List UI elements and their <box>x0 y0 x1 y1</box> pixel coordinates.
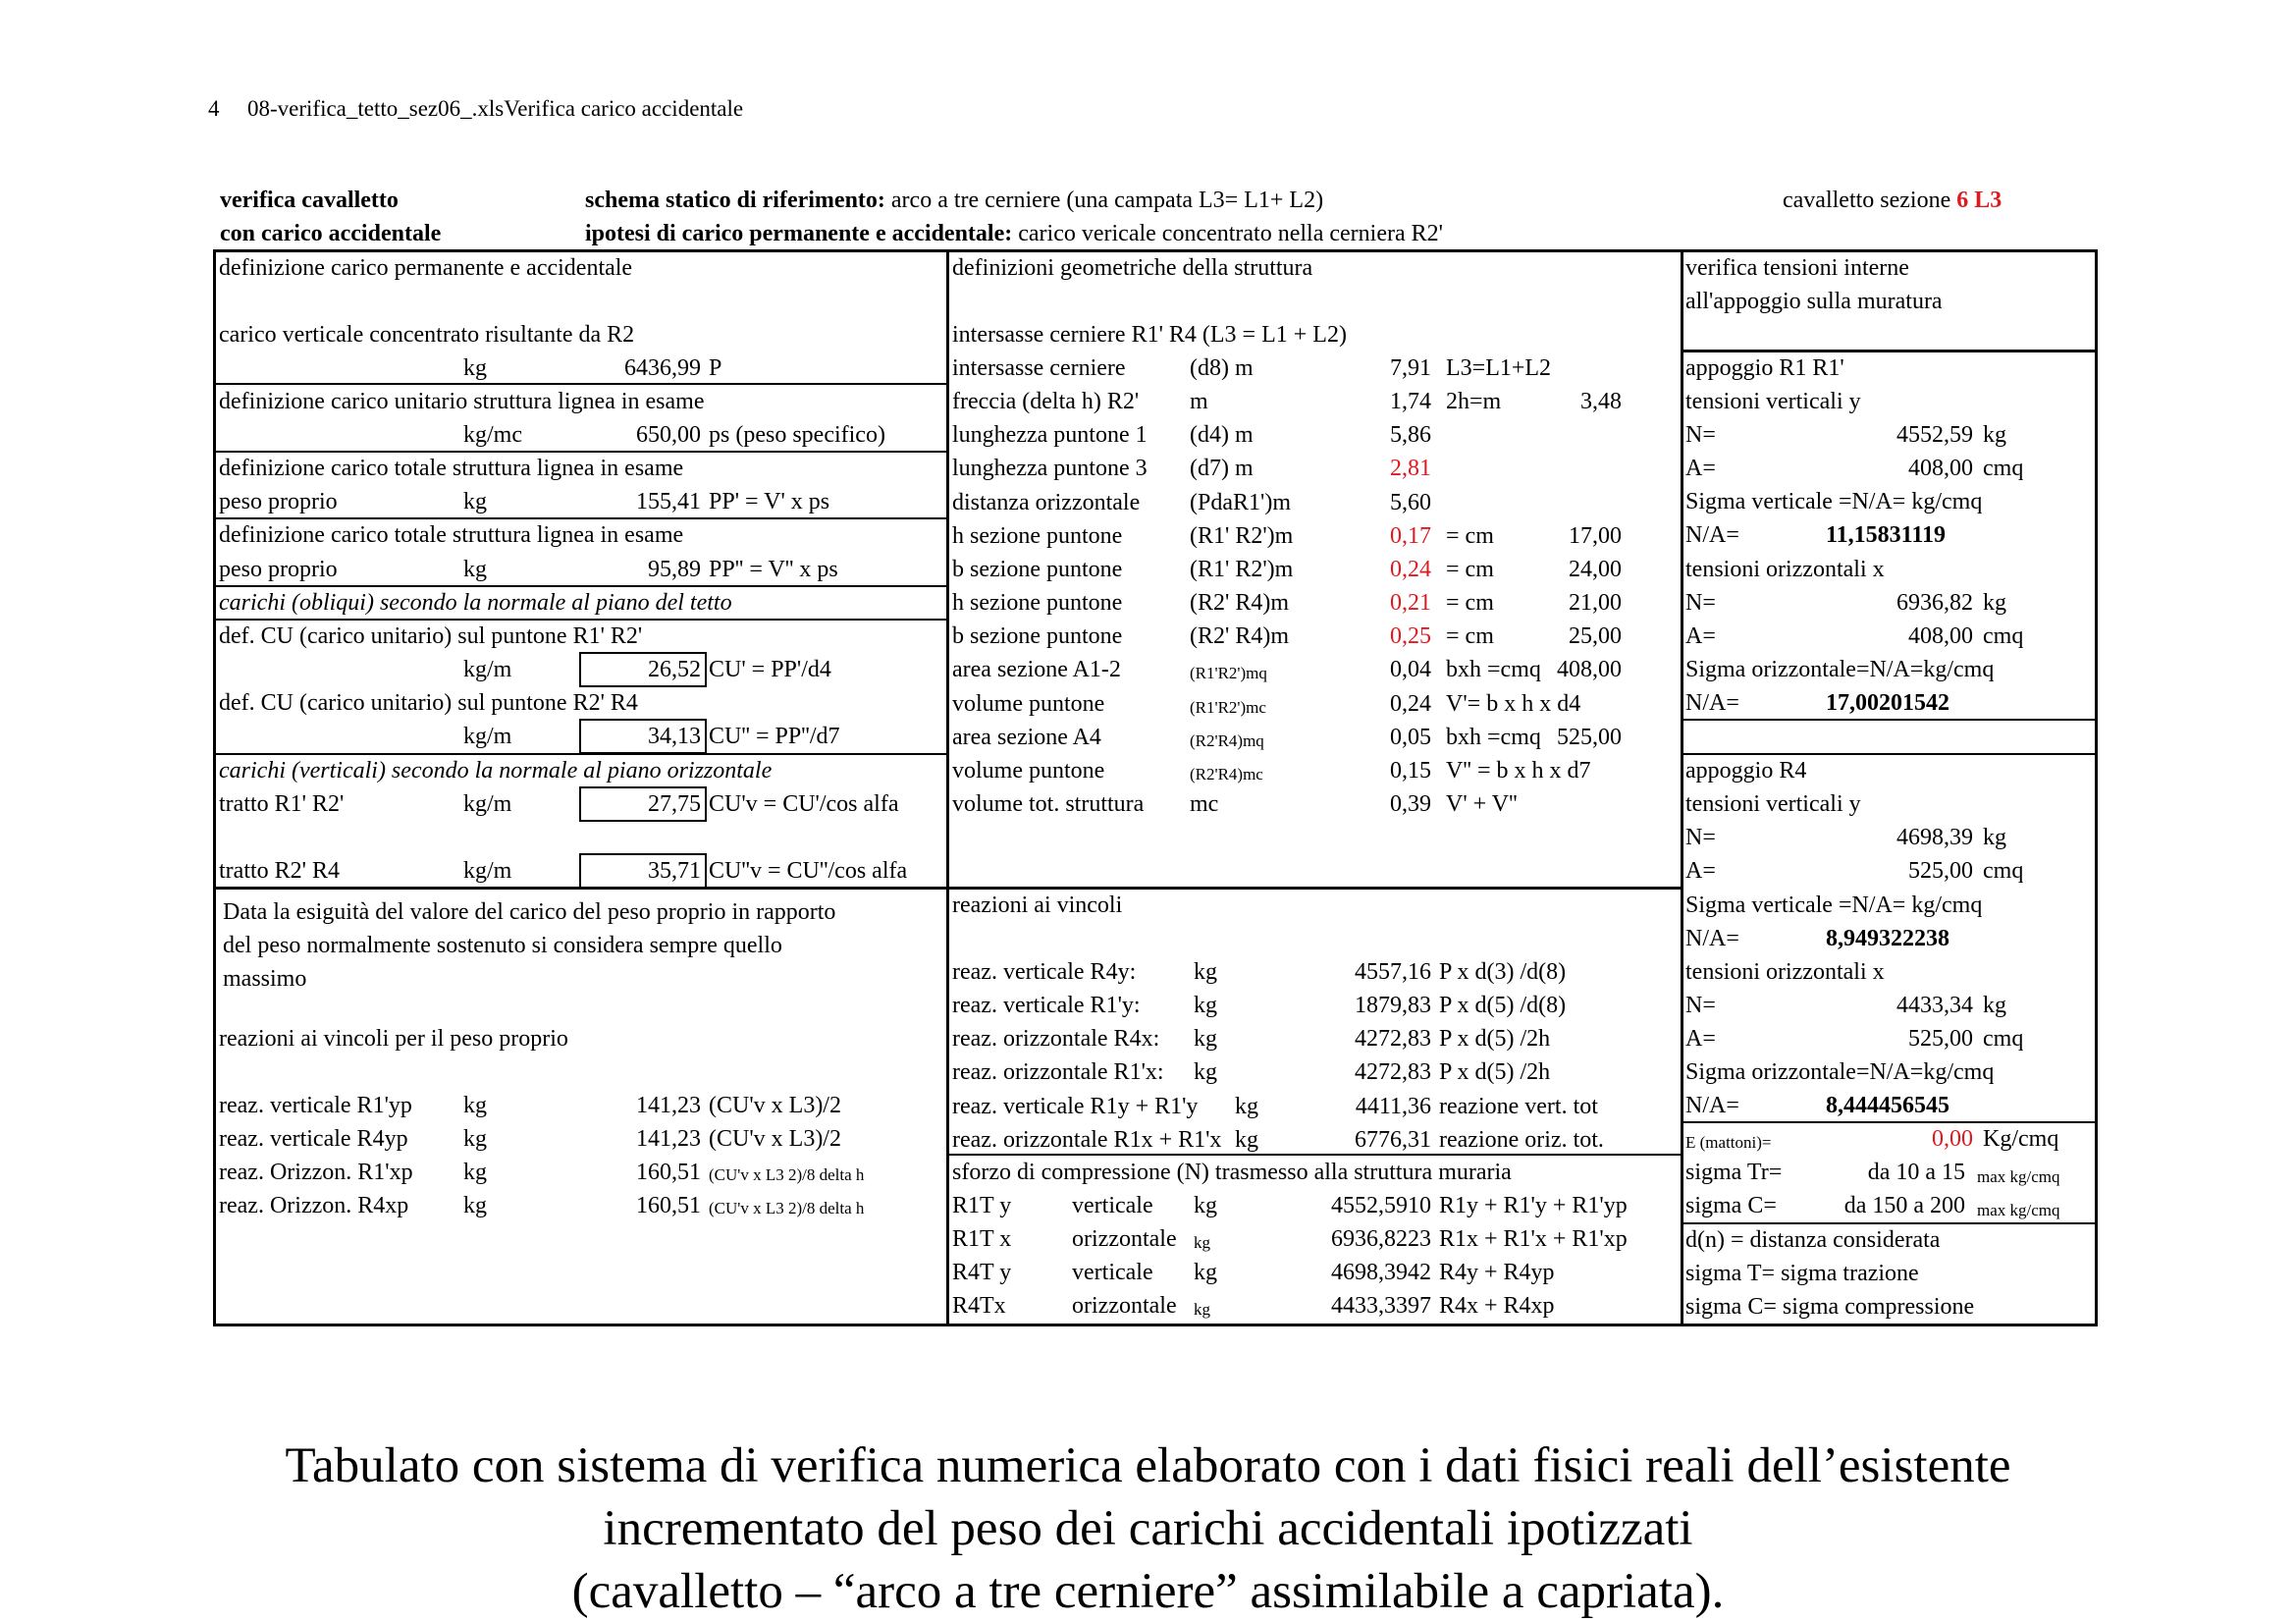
c3-a1-N2-v: 6936,82 <box>1896 590 1973 616</box>
geom-note: bxh =cmq <box>1446 724 1541 750</box>
geom-label: b sezione puntone <box>952 623 1123 650</box>
geom-extra: 21,00 <box>1569 590 1622 617</box>
geom-note: V' + V'' <box>1446 790 1518 817</box>
reaz-unit: kg <box>1235 1126 1258 1153</box>
geom-unit: mc <box>1190 790 1219 817</box>
geom-label: volume tot. struttura <box>952 790 1145 817</box>
c3-h2: all'appoggio sulla muratura <box>1685 289 1943 314</box>
c3-a1-N-u: kg <box>1983 422 2006 448</box>
section-label <box>1783 185 2002 216</box>
geom-note: = cm <box>1446 623 1494 650</box>
c3-a1-A-v: 408,00 <box>1908 456 1973 481</box>
reaz-value: 4272,83 <box>1355 1026 1431 1053</box>
c1-r11: carichi (obliqui) secondo la normale al piano del tetto <box>219 590 732 616</box>
c1-r8-unit: kg <box>463 489 487 514</box>
page-number: 4 <box>208 96 220 121</box>
c3-a1-NA2-v: 17,00201542 <box>1826 690 1949 716</box>
c3-a4-NA2-v: 8,444456545 <box>1826 1093 1949 1118</box>
sforzo-unit: kg <box>1194 1260 1217 1286</box>
reaz-note: P x d(5) /d(8) <box>1439 993 1567 1019</box>
c3-E-u: Kg/cmq <box>1983 1126 2059 1152</box>
c3-a1-NA-l: N/A= <box>1685 522 1739 548</box>
section-label-text: cavalletto sezione <box>1783 188 1957 213</box>
c3-a4-N-l: N= <box>1685 825 1716 850</box>
c1-r19-lab: tratto R2' R4 <box>219 858 340 884</box>
c3-a1-N2-u: kg <box>1983 590 2006 616</box>
c1-r13-note: CU' = PP'/d4 <box>709 657 831 682</box>
geom-unit: (R2'R4)mc <box>1190 764 1263 784</box>
c3-C-u: max kg/cmq <box>1977 1201 2060 1219</box>
c1-r17-note: CU'v = CU'/cos alfa <box>709 791 899 817</box>
c1-r17-val: 27,75 <box>648 791 701 817</box>
geom-unit: (R1' R2')m <box>1190 522 1294 549</box>
geom-note: = cm <box>1446 522 1494 549</box>
reaz-note: reazione vert. tot <box>1439 1093 1598 1119</box>
c1-r8-lab: peso proprio <box>219 489 338 514</box>
geom-value: 0,24 <box>1390 556 1431 582</box>
c3-a1-N-v: 4552,59 <box>1896 422 1973 448</box>
geom-value: 5,60 <box>1390 489 1431 515</box>
geom-extra: 525,00 <box>1557 724 1622 750</box>
geom-value: 2,81 <box>1390 456 1431 482</box>
geom-unit: (d7) m <box>1190 456 1254 482</box>
geom-unit: (R2'R4)mq <box>1190 730 1264 750</box>
c1-r19-unit: kg/m <box>463 858 512 884</box>
geom-note: = cm <box>1446 590 1494 617</box>
c1-r8-val: 155,41 <box>636 489 701 514</box>
c1-r19-note: CU''v = CU''/cos alfa <box>709 858 908 884</box>
c3-C-l: sigma C= <box>1685 1193 1777 1218</box>
c3-h1: verifica tensioni interne <box>1685 255 1909 281</box>
c3-a1-tv: tensioni verticali y <box>1685 389 1861 414</box>
reaz-note: P x d(3) /d(8) <box>1439 959 1567 985</box>
c3-a1-A2-v: 408,00 <box>1908 623 1973 649</box>
caption-line-3: (cavalletto – “arco a tre cerniere” assimilabile a capriata). <box>571 1564 1725 1619</box>
sforzo-note: R1y + R1'y + R1'yp <box>1439 1193 1628 1218</box>
ipotesi-text: carico vericale concentrato nella cerniera R2' <box>1012 221 1443 246</box>
sforzo-note: R1x + R1'x + R1'xp <box>1439 1226 1628 1253</box>
c1-r10-val: 95,89 <box>648 557 701 582</box>
c2-head: definizioni geometriche della struttura <box>952 255 1313 281</box>
sforzo-unit: kg <box>1194 1193 1217 1218</box>
geom-unit: (R2' R4)m <box>1190 623 1289 650</box>
reaz-unit: kg <box>1194 993 1217 1019</box>
sforzo-note: R4y + R4yp <box>1439 1260 1555 1286</box>
reaz-value: 6776,31 <box>1355 1126 1431 1153</box>
reaz-label: reaz. verticale R4y: <box>952 959 1137 985</box>
sforzo-dir: orizzontale <box>1072 1293 1177 1320</box>
c3-n3: sigma C= sigma compressione <box>1685 1294 1975 1320</box>
sforzo-dir: verticale <box>1072 1260 1153 1286</box>
reaz-label: reaz. orizzontale R1'x: <box>952 1059 1164 1086</box>
c3-a1-NA2-l: N/A= <box>1685 690 1739 716</box>
c1-r6-note: ps (peso specifico) <box>709 422 885 448</box>
reaz-unit: kg <box>1194 1059 1217 1086</box>
c1-r10-unit: kg <box>463 557 487 582</box>
c1-rv1-val: 141,23 <box>636 1093 701 1118</box>
c3-a1-N2-l: N= <box>1685 590 1716 616</box>
top-left-2: con carico accidentale <box>220 221 442 246</box>
sforzo-note: R4x + R4xp <box>1439 1293 1555 1320</box>
c2-inter: intersasse cerniere R1' R4 (L3 = L1 + L2) <box>952 322 1347 348</box>
c3-a1-N-l: N= <box>1685 422 1716 448</box>
sforzo-label: R1T x <box>952 1226 1012 1253</box>
reaz-note: P x d(5) /2h <box>1439 1059 1551 1086</box>
geom-unit: (d4) m <box>1190 422 1254 449</box>
c2-reaz-head: reazioni ai vincoli <box>952 892 1123 918</box>
c3-Tr-l: sigma Tr= <box>1685 1160 1783 1185</box>
geom-label: distanza orizzontale <box>952 489 1141 515</box>
c3-n2: sigma T= sigma trazione <box>1685 1261 1919 1286</box>
geom-label: intersasse cerniere <box>952 355 1126 381</box>
geom-extra: 24,00 <box>1569 556 1622 582</box>
geom-value: 0,21 <box>1390 590 1431 617</box>
sforzo-value: 6936,8223 <box>1331 1226 1431 1253</box>
reaz-unit: kg <box>1235 1093 1258 1119</box>
geom-value: 0,04 <box>1390 657 1431 683</box>
c3-a4-A2-l: A= <box>1685 1026 1716 1052</box>
geom-value: 0,17 <box>1390 522 1431 549</box>
geom-note: bxh =cmq <box>1446 657 1541 683</box>
c3-a4-NA2-l: N/A= <box>1685 1093 1739 1118</box>
c3-a4-NA-l: N/A= <box>1685 926 1739 951</box>
c1-r19-val: 35,71 <box>648 858 701 884</box>
reaz-note: reazione oriz. tot. <box>1439 1126 1604 1153</box>
reaz-value: 4557,16 <box>1355 959 1431 985</box>
c1-r4-val: 6436,99 <box>624 355 701 381</box>
geom-note: 2h=m <box>1446 389 1502 415</box>
caption-line-1: Tabulato con sistema di verifica numerica elaborato con i dati fisici reali dell’esistente <box>285 1438 2011 1493</box>
c1-r13-val: 26,52 <box>648 657 701 682</box>
c1-r17-unit: kg/m <box>463 791 512 817</box>
c3-Tr-v: da 10 a 15 <box>1867 1160 1965 1185</box>
c3-a4-to: tensioni orizzontali x <box>1685 959 1885 985</box>
c3-a4-sv: Sigma verticale =N/A= kg/cmq <box>1685 892 1983 918</box>
c3-a1-so: Sigma orizzontale=N/A=kg/cmq <box>1685 657 1995 682</box>
reaz-unit: kg <box>1194 1026 1217 1053</box>
c1-rv2-val: 141,23 <box>636 1126 701 1152</box>
c1-rv3-unit: kg <box>463 1160 487 1185</box>
c3-a1-A2-l: A= <box>1685 623 1716 649</box>
sforzo-value: 4698,3942 <box>1331 1260 1431 1286</box>
c3-n1: d(n) = distanza considerata <box>1685 1227 1941 1253</box>
section-id: L3 <box>1974 188 2002 213</box>
geom-value: 7,91 <box>1390 355 1431 381</box>
c3-a4-N2-u: kg <box>1983 993 2006 1018</box>
c1-r4-note: P <box>709 355 722 381</box>
sforzo-label: R1T y <box>952 1193 1012 1218</box>
section-num: 6 <box>1956 188 1969 213</box>
geom-value: 1,74 <box>1390 389 1431 415</box>
geom-value: 5,86 <box>1390 422 1431 449</box>
geom-extra: 17,00 <box>1569 522 1622 549</box>
sforzo-label: R4Tx <box>952 1293 1006 1320</box>
c3-a4-N-u: kg <box>1983 825 2006 850</box>
c3-a4-so: Sigma orizzontale=N/A=kg/cmq <box>1685 1059 1995 1085</box>
ipotesi-line <box>585 218 1443 249</box>
geom-label: volume puntone <box>952 757 1105 784</box>
c1-r5: definizione carico unitario struttura lignea in esame <box>219 389 705 414</box>
c3-E-v: 0,00 <box>1932 1126 1973 1152</box>
c1-rv1-lab: reaz. verticale R1'yp <box>219 1093 412 1118</box>
c1-p1: Data la esiguità del valore del carico del peso proprio in rapporto <box>223 899 836 925</box>
c1-r13-unit: kg/m <box>463 657 512 682</box>
geom-extra: 25,00 <box>1569 623 1622 650</box>
c1-rv4-unit: kg <box>463 1193 487 1218</box>
c3-C-v: da 150 a 200 <box>1843 1193 1965 1218</box>
c1-rv3-note: (CU'v x L3 2)/8 delta h <box>709 1165 865 1184</box>
reaz-value: 4411,36 <box>1355 1093 1431 1119</box>
c3-a4-A-u: cmq <box>1983 858 2024 884</box>
geom-note: V'' = b x h x d7 <box>1446 757 1591 784</box>
c1-rv2-unit: kg <box>463 1126 487 1152</box>
geom-label: b sezione puntone <box>952 556 1123 582</box>
c3-a4-A-l: A= <box>1685 858 1716 884</box>
geom-value: 0,05 <box>1390 724 1431 750</box>
reaz-label: reaz. orizzontale R1x + R1'x <box>952 1126 1222 1153</box>
reaz-unit: kg <box>1194 959 1217 985</box>
c1-reaz: reazioni ai vincoli per il peso proprio <box>219 1026 568 1052</box>
c3-Tr-u: max kg/cmq <box>1977 1167 2060 1186</box>
geom-label: volume puntone <box>952 690 1105 717</box>
geom-label: h sezione puntone <box>952 522 1123 549</box>
c3-a1: appoggio R1 R1' <box>1685 355 1844 381</box>
c1-rv4-note: (CU'v x L3 2)/8 delta h <box>709 1199 865 1217</box>
c3-a1-A-l: A= <box>1685 456 1716 481</box>
c1-rv1-unit: kg <box>463 1093 487 1118</box>
geom-unit: (PdaR1')m <box>1190 489 1291 515</box>
c1-r4-unit: kg <box>463 355 487 381</box>
c3-a1-sv: Sigma verticale =N/A= kg/cmq <box>1685 489 1983 514</box>
c1-r17-lab: tratto R1' R2' <box>219 791 345 817</box>
c3-a4-A-v: 525,00 <box>1908 858 1973 884</box>
reaz-label: reaz. orizzontale R4x: <box>952 1026 1160 1053</box>
geom-extra: 3,48 <box>1580 389 1622 415</box>
reaz-label: reaz. verticale R1'y: <box>952 993 1141 1019</box>
geom-label: h sezione puntone <box>952 590 1123 617</box>
c2-sforzo: sforzo di compressione (N) trasmesso alla struttura muraria <box>952 1160 1512 1185</box>
geom-unit: (R1'R2')mc <box>1190 697 1266 717</box>
geom-label: area sezione A1-2 <box>952 657 1121 683</box>
geom-unit: (R1'R2')mq <box>1190 664 1267 683</box>
c3-a1-A-u: cmq <box>1983 456 2024 481</box>
c1-rv3-lab: reaz. Orizzon. R1'xp <box>219 1160 413 1185</box>
geom-note: = cm <box>1446 556 1494 582</box>
geom-value: 0,24 <box>1390 690 1431 717</box>
c3-a4-A2-v: 525,00 <box>1908 1026 1973 1052</box>
c3-a1-to: tensioni orizzontali x <box>1685 557 1885 582</box>
c1-r8-note: PP' = V' x ps <box>709 489 830 514</box>
geom-unit: (R1' R2')m <box>1190 556 1294 582</box>
c1-r9: definizione carico totale struttura lignea in esame <box>219 522 684 548</box>
c3-a4: appoggio R4 <box>1685 758 1807 784</box>
c1-r6-unit: kg/mc <box>463 422 522 448</box>
geom-extra: 408,00 <box>1557 657 1622 683</box>
c1-p2: del peso normalmente sostenuto si considera sempre quello <box>223 933 782 958</box>
c1-rv1-note: (CU'v x L3)/2 <box>709 1093 841 1118</box>
sforzo-dir: orizzontale <box>1072 1226 1177 1253</box>
c1-rv3-val: 160,51 <box>636 1160 701 1185</box>
schema-line <box>585 185 1323 216</box>
c1-r16: carichi (verticali) secondo la normale al piano orizzontale <box>219 758 773 784</box>
reaz-label: reaz. verticale R1y + R1'y <box>952 1093 1199 1119</box>
c3-a4-NA-v: 8,949322238 <box>1826 926 1949 951</box>
reaz-value: 1879,83 <box>1355 993 1431 1019</box>
c3-a1-NA-v: 11,15831119 <box>1826 522 1947 548</box>
geom-value: 0,25 <box>1390 623 1431 650</box>
geom-label: freccia (delta h) R2' <box>952 389 1140 415</box>
c1-rv2-note: (CU'v x L3)/2 <box>709 1126 841 1152</box>
geom-unit: m <box>1190 389 1208 415</box>
c3-a4-N2-l: N= <box>1685 993 1716 1018</box>
c3-a4-N-v: 4698,39 <box>1896 825 1973 850</box>
geom-value: 0,15 <box>1390 757 1431 784</box>
c1-rv2-lab: reaz. verticale R4yp <box>219 1126 408 1152</box>
c3-a4-tv: tensioni verticali y <box>1685 791 1861 817</box>
schema-text: arco a tre cerniere (una campata L3= L1+ L2) <box>884 188 1324 213</box>
c1-rv4-val: 160,51 <box>636 1193 701 1218</box>
geom-unit: (d8) m <box>1190 355 1254 381</box>
geom-value: 0,39 <box>1390 790 1431 817</box>
c3-a4-A2-u: cmq <box>1983 1026 2024 1052</box>
c1-r15-unit: kg/m <box>463 724 512 749</box>
c1-r10-lab: peso proprio <box>219 557 338 582</box>
reaz-value: 4272,83 <box>1355 1059 1431 1086</box>
geom-label: area sezione A4 <box>952 724 1101 750</box>
file-title: 08-verifica_tetto_sez06_.xlsVerifica carico accidentale <box>247 96 744 121</box>
c3-a4-N2-v: 4433,34 <box>1896 993 1973 1018</box>
c1-r1: definizione carico permanente e accidentale <box>219 255 633 281</box>
c3-a1-A2-u: cmq <box>1983 623 2024 649</box>
ipotesi-bold: ipotesi di carico permanente e accidentale: <box>585 221 1013 246</box>
schema-bold: schema statico di riferimento: <box>585 188 885 213</box>
sforzo-unit: kg <box>1194 1300 1210 1320</box>
geom-note: V'= b x h x d4 <box>1446 690 1581 717</box>
geom-label: lunghezza puntone 1 <box>952 422 1148 449</box>
geom-note: L3=L1+L2 <box>1446 355 1552 381</box>
reaz-note: P x d(5) /2h <box>1439 1026 1551 1053</box>
top-left-1: verifica cavalletto <box>220 188 399 213</box>
sforzo-value: 4433,3397 <box>1331 1293 1431 1320</box>
c1-r15-val: 34,13 <box>648 724 701 749</box>
c1-r10-note: PP'' = V'' x ps <box>709 557 838 582</box>
sforzo-unit: kg <box>1194 1233 1210 1253</box>
c1-r3: carico verticale concentrato risultante da R2 <box>219 322 635 348</box>
caption-line-2: incrementato del peso dei carichi accidentali ipotizzati <box>603 1501 1693 1556</box>
c1-r15-note: CU'' = PP''/d7 <box>709 724 840 749</box>
c1-rv4-lab: reaz. Orizzon. R4xp <box>219 1193 409 1218</box>
c3-E-l: E (mattoni)= <box>1685 1133 1772 1152</box>
geom-unit: (R2' R4)m <box>1190 590 1289 617</box>
c1-r12: def. CU (carico unitario) sul puntone R1' R2' <box>219 623 643 649</box>
geom-label: lunghezza puntone 3 <box>952 456 1148 482</box>
c1-r14: def. CU (carico unitario) sul puntone R2' R4 <box>219 690 638 716</box>
sforzo-value: 4552,5910 <box>1331 1193 1431 1218</box>
c1-p3: massimo <box>223 966 307 992</box>
sforzo-dir: verticale <box>1072 1193 1153 1218</box>
sforzo-label: R4T y <box>952 1260 1012 1286</box>
c1-r6-val: 650,00 <box>636 422 701 448</box>
c1-r7: definizione carico totale struttura lignea in esame <box>219 456 684 481</box>
